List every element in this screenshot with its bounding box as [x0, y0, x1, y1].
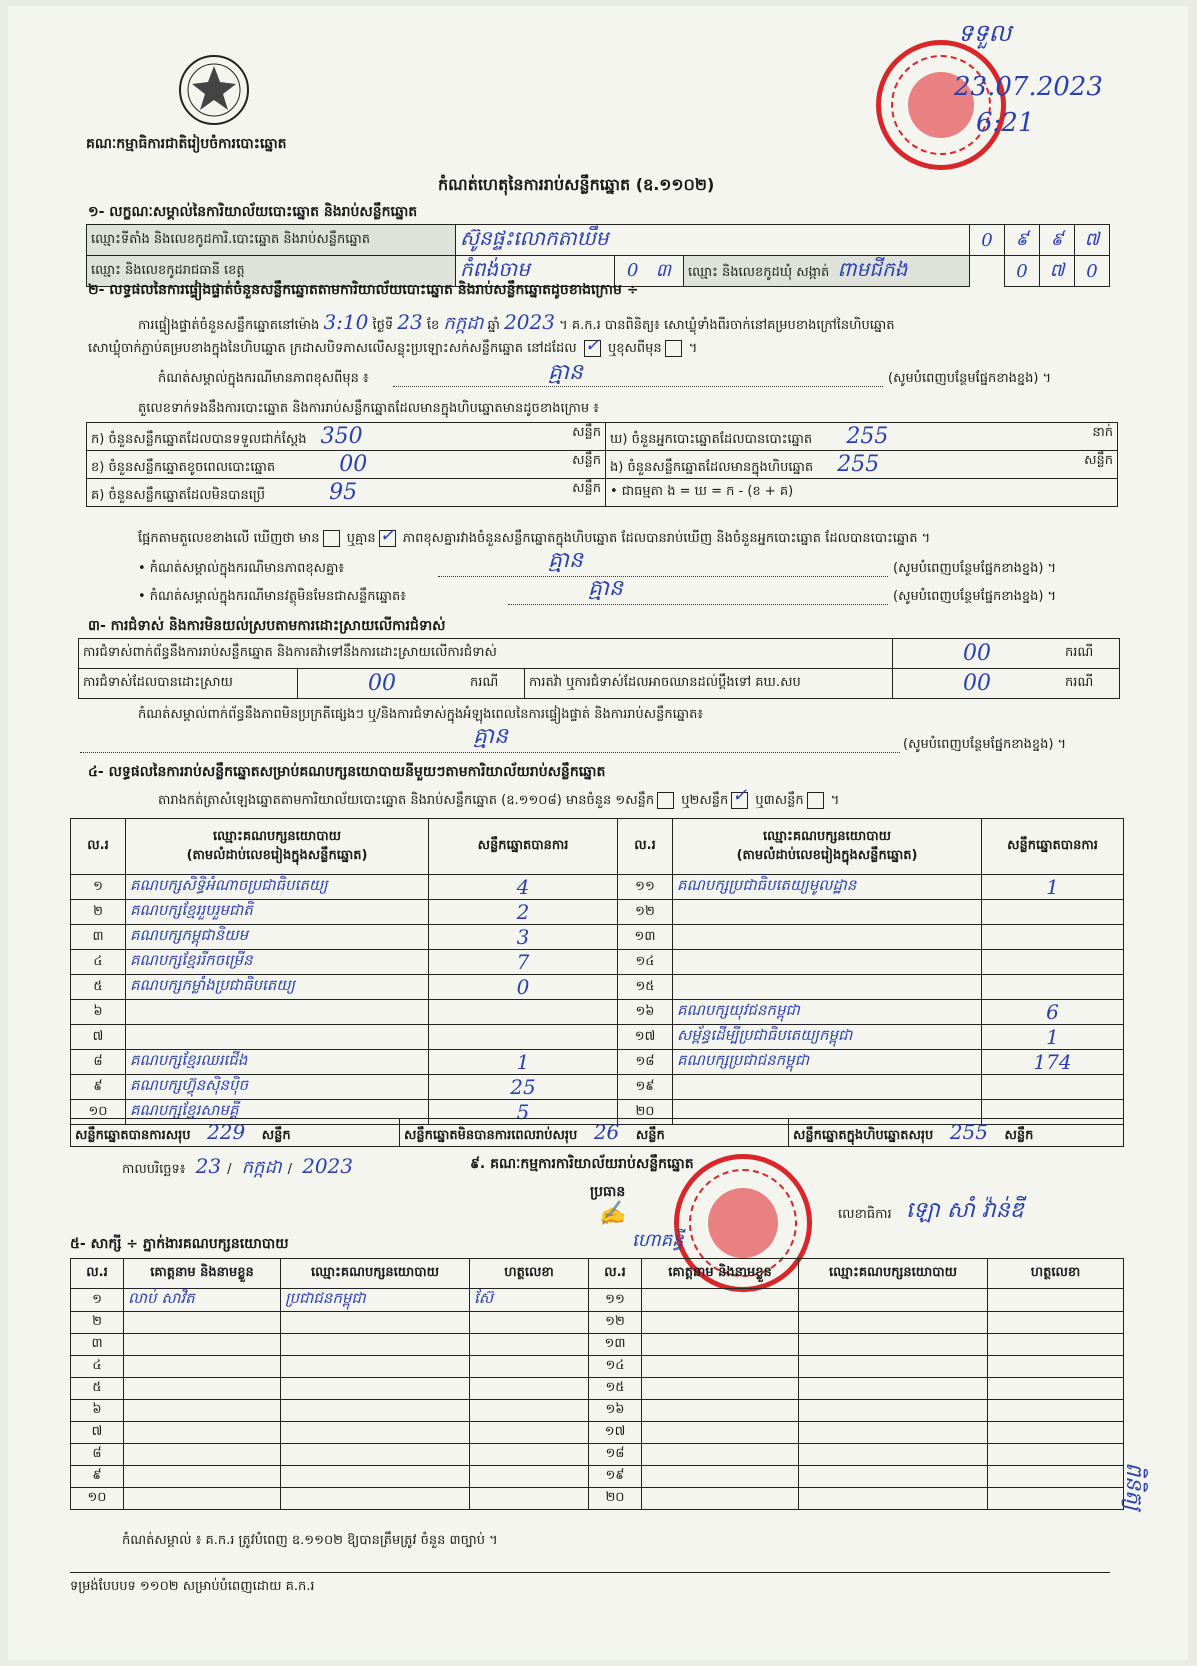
result-party-right: គណបក្សយុវជនកម្ពុជា	[673, 1000, 982, 1025]
witness-no-left: ១០	[71, 1488, 124, 1510]
section1-table	[86, 224, 1110, 287]
witness-party-left	[281, 1422, 470, 1444]
location-value: ស៊ូនផ្ទះលោកតាឃឹម	[456, 225, 970, 256]
witness-sig-left	[470, 1378, 589, 1400]
witness-sig-right	[988, 1334, 1124, 1356]
receipt-word: ទទួល	[958, 19, 1012, 47]
verify-day: 23	[397, 310, 423, 334]
has-diff-checkbox[interactable]	[323, 530, 340, 547]
objection-related-unit: ករណី	[1061, 639, 1120, 669]
commune-digit-2: ៧	[1040, 256, 1075, 287]
code-digit-3: ៩	[1040, 225, 1075, 256]
result-party-left: គណបក្សកម្ពុជានិយម	[126, 925, 429, 950]
witness-no-left: ៣	[71, 1334, 124, 1356]
receipt-time: 6:21	[976, 108, 1035, 138]
result-votes-left: 7	[429, 950, 618, 975]
result-no-right: ១៨	[618, 1050, 673, 1075]
witness-name-right	[642, 1488, 799, 1510]
result-votes-left: 0	[429, 975, 618, 1000]
w-col-name-right: គោត្តនាម និងនាមខ្លួន	[642, 1259, 799, 1289]
result-votes-right	[982, 975, 1124, 1000]
result-votes-left	[429, 1025, 618, 1050]
two-sheet-checkbox[interactable]: ✓	[731, 792, 748, 809]
witness-row	[71, 1312, 1124, 1334]
result-votes-right	[982, 950, 1124, 975]
box-total: 255	[949, 1119, 989, 1144]
col-votes-left: សន្លឹកឆ្នោតបានការ	[429, 819, 618, 875]
diff-bullet-1-hint: (សូមបំពេញបន្ថែមផ្នែកខាងខ្នង) ។	[893, 561, 1057, 576]
witness-no-left: ៦	[71, 1400, 124, 1422]
witness-party-right	[799, 1356, 988, 1378]
commune-digit-3: 0	[1075, 256, 1110, 287]
form-title: កំណត់ហេតុនៃការរាប់សន្លឹកឆ្នោត (ឧ.១១០២)	[438, 175, 715, 194]
one-sheet-checkbox[interactable]	[657, 792, 674, 809]
commune-label: ឈ្មោះ និងលេខកូដឃុំ សង្កាត់	[688, 265, 830, 280]
result-votes-left: 25	[429, 1075, 618, 1100]
diff-note-line	[393, 386, 883, 387]
col-no-left: ល.រ	[71, 819, 126, 875]
witness-row	[71, 1289, 1124, 1312]
section3-heading: ៣- ការជំទាស់ និងការមិនយល់ស្របតាមការដោះស្រាយលើការជំទាស់	[88, 618, 446, 634]
three-sheet-checkbox[interactable]	[807, 792, 824, 809]
result-votes-right: 1	[982, 875, 1124, 900]
witness-sig-left	[470, 1466, 589, 1488]
commune-cell	[684, 256, 970, 287]
result-row	[71, 900, 1124, 925]
results-summary	[70, 1118, 1124, 1147]
figure-row-a: ក) ចំនួនសន្លឹកឆ្នោតដែលបានទទួលជាក់ស្តែង 350 សន្លឹក	[87, 423, 606, 451]
witness-sig-right	[988, 1488, 1124, 1510]
witness-row	[71, 1488, 1124, 1510]
diff-note-value: គ្មាន	[548, 360, 583, 385]
result-party-left: គណបក្សខ្មែររួបរួមជាតិ	[126, 900, 429, 925]
witness-sig-left	[470, 1356, 589, 1378]
result-row	[71, 875, 1124, 900]
witness-name-right	[642, 1334, 799, 1356]
result-no-left: ២	[71, 900, 126, 925]
result-party-right: គណបក្សប្រជាធិបតេយ្យមូលដ្ឋាន	[673, 875, 982, 900]
box-total-cell: សន្លឹកឆ្នោតក្នុងហិបឆ្នោតសរុប 255 សន្លឹក	[789, 1119, 1124, 1147]
verification-paragraph: ការផ្ទៀងផ្ទាត់ចំនួនសន្លឹកឆ្នោតនៅម៉ោង 3:10 ថ្ងៃទី 23 ខែ កក្កដា ឆ្នាំ 2023 ។ គ.ក.រ បានពិនិត្យ៖ សោឃ្លុំទាំងពីរចាក់នៅគម្របខាងក្រៅនៃហិបឆ្នោត	[138, 310, 895, 334]
form-page	[8, 6, 1188, 1660]
witness-sig-left: ស៊ែ	[470, 1289, 589, 1312]
irregularity-note-hint: (សូមបំពេញបន្ថែមផ្នែកខាងខ្នង) ។	[903, 737, 1067, 752]
witness-no-left: ៨	[71, 1444, 124, 1466]
witness-sig-right	[988, 1378, 1124, 1400]
witness-sig-right	[988, 1312, 1124, 1334]
result-votes-left: 5	[429, 1100, 618, 1125]
result-votes-right: 1	[982, 1025, 1124, 1050]
witness-no-right: ១៦	[589, 1400, 642, 1422]
witness-name-left: លាប់ សាវិត	[124, 1289, 281, 1312]
verify-year: 2023	[504, 310, 555, 334]
result-party-left: គណបក្សខ្មែរសាមគ្គី	[126, 1100, 429, 1125]
witness-sig-left	[470, 1334, 589, 1356]
col-no-right: ល.រ	[618, 819, 673, 875]
results-table	[70, 818, 1124, 1125]
result-party-left: គណបក្សហ៊្វុនស៊ិនប៉ិច	[126, 1075, 429, 1100]
code-digit-4: ៧	[1075, 225, 1110, 256]
result-row	[71, 1000, 1124, 1025]
witness-sig-right	[988, 1400, 1124, 1422]
result-party-right	[673, 925, 982, 950]
witness-name-right	[642, 1312, 799, 1334]
witness-sig-left	[470, 1444, 589, 1466]
location-label: ឈ្មោះទីតាំង និងលេខកូដការិ.បោះឆ្នោត និងរាប់សន្លឹកឆ្នោត	[87, 225, 456, 256]
witness-name-left	[124, 1488, 281, 1510]
witness-no-right: ១៩	[589, 1466, 642, 1488]
witness-party-left	[281, 1444, 470, 1466]
province-digits: 0 ៣	[615, 256, 684, 287]
witness-sig-left	[470, 1488, 589, 1510]
w-col-no-left: ល.រ	[71, 1259, 124, 1289]
witness-name-left	[124, 1400, 281, 1422]
witness-name-right	[642, 1356, 799, 1378]
witness-party-left: ប្រជាជនកម្ពុជា	[281, 1289, 470, 1312]
secretary-label: លេខាធិការ	[838, 1207, 892, 1222]
result-party-left: គណបក្សសិទ្ធិអំណាចប្រជាធិបតេយ្យ	[126, 875, 429, 900]
witness-no-left: ៩	[71, 1466, 124, 1488]
witness-no-right: ២០	[589, 1488, 642, 1510]
witness-party-right	[799, 1312, 988, 1334]
witness-no-left: ៧	[71, 1422, 124, 1444]
col-party-right: ឈ្មោះគណបក្សនយោបាយ (តាមលំដាប់លេខរៀងក្នុងសន្លឹកឆ្នោត)	[673, 819, 982, 875]
objection-related-label: ការជំទាស់ពាក់ព័ន្ធនឹងការរាប់សន្លឹកឆ្នោត និងការតវ៉ាទៅនឹងការដោះស្រាយលើការជំទាស់	[79, 639, 893, 669]
diff-note-hint: (សូមបំពេញបន្ថែមផ្នែកខាងខ្នង) ។	[888, 371, 1052, 386]
witness-party-left	[281, 1378, 470, 1400]
figures-table	[86, 422, 1118, 507]
result-row	[71, 1050, 1124, 1075]
result-votes-right	[982, 900, 1124, 925]
figures-intro: តួលេខទាក់ទងនឹងការបោះឆ្នោត និងការរាប់សន្លឹកឆ្នោតដែលមានក្នុងហិបឆ្នោតមានដូចខាងក្រោម ៖	[138, 401, 599, 416]
figure-row-e: ង) ចំនួនសន្លឹកឆ្នោតដែលមានក្នុងហិបឆ្នោត 255 សន្លឹក	[606, 451, 1118, 479]
witness-party-left	[281, 1334, 470, 1356]
irregularity-note-value: គ្មាន	[473, 724, 508, 749]
commune-digit-1: 0	[1005, 256, 1040, 287]
witness-row	[71, 1422, 1124, 1444]
diff-statement: ផ្អែកតាមតួលេខខាងលើ ឃើញថា មាន ឬគ្មាន ✓ ភាពខុសគ្នារវាងចំនួនសន្លឹកឆ្នោតក្នុងហិបឆ្នោត ដែលបានរាប់ឃើញ និងចំនួនអ្នកបោះឆ្នោត ដែលបានបោះឆ្នោត ។	[138, 525, 931, 546]
witness-row	[71, 1466, 1124, 1488]
diff-bullet-2-hint: (សូមបំពេញបន្ថែមផ្នែកខាងខ្នង) ។	[893, 589, 1057, 604]
witness-row	[71, 1356, 1124, 1378]
different-checkbox[interactable]	[665, 340, 682, 357]
col-votes-right: សន្លឹកឆ្នោតបានការ	[982, 819, 1124, 875]
witness-no-left: ៤	[71, 1356, 124, 1378]
witness-party-right	[799, 1444, 988, 1466]
result-no-left: ៩	[71, 1075, 126, 1100]
witness-name-right	[642, 1422, 799, 1444]
witness-sig-right	[988, 1356, 1124, 1378]
witness-name-left	[124, 1422, 281, 1444]
w-col-name-left: គោត្តនាម និងនាមខ្លួន	[124, 1259, 281, 1289]
official-stamp-top	[876, 40, 1006, 170]
receipt-date: 23.07.2023	[954, 72, 1103, 102]
witness-no-left: ៥	[71, 1378, 124, 1400]
code-digit-2: ៩	[1005, 225, 1040, 256]
witness-no-right: ១៤	[589, 1356, 642, 1378]
result-votes-right	[982, 1075, 1124, 1100]
result-no-right: ១៣	[618, 925, 673, 950]
figure-row-b: ខ) ចំនួនសន្លឹកឆ្នោតខូចពេលបោះឆ្នោត 00 សន្លឹក	[87, 451, 606, 479]
chair-signature: ✍	[596, 1200, 628, 1229]
result-no-right: ១៥	[618, 975, 673, 1000]
witness-sig-left	[470, 1400, 589, 1422]
witness-no-left: ១	[71, 1289, 124, 1312]
witness-sig-right	[988, 1444, 1124, 1466]
objection-resolved-value: 00	[298, 669, 467, 699]
result-votes-right: 6	[982, 1000, 1124, 1025]
witness-sig-right	[988, 1422, 1124, 1444]
result-party-right: សម្ព័ន្ធដើម្បីប្រជាធិបតេយ្យកម្ពុជា	[673, 1025, 982, 1050]
footnote: កំណត់សម្គាល់ ៖ គ.ក.រ ត្រូវបំពេញ ឧ.១១០២ ឱ្យបានត្រឹមត្រូវ ចំនួន ៣ច្បាប់ ។	[122, 1533, 498, 1548]
sign-date: កាលបរិច្ឆេទ៖ 23 / កក្កដា / 2023	[122, 1154, 354, 1178]
witness-sig-right	[988, 1466, 1124, 1488]
invalid-total-cell: សន្លឹកឆ្នោតមិនបានការពេលរាប់សរុប 26 សន្លឹក	[400, 1119, 789, 1147]
witness-no-right: ១៧	[589, 1422, 642, 1444]
result-no-left: ៤	[71, 950, 126, 975]
section4-heading: ៤- លទ្ធផលនៃការរាប់សន្លឹកឆ្នោតសម្រាប់គណបក្សនយោបាយនីមួយៗតាមការិយាល័យរាប់សន្លឹកឆ្នោត	[88, 764, 606, 780]
witness-no-right: ១២	[589, 1312, 642, 1334]
diff-note-label: កំណត់សម្គាល់ក្នុងករណីមានភាពខុសពីមុន ៖	[158, 371, 369, 386]
result-no-left: ១០	[71, 1100, 126, 1125]
witness-name-left	[124, 1466, 281, 1488]
result-party-right	[673, 950, 982, 975]
figure-row-c: គ) ចំនួនសន្លឹកឆ្នោតដែលមិនបានប្រើ 95 សន្លឹក	[87, 479, 606, 507]
witness-party-right	[799, 1400, 988, 1422]
objection-related-value: 00	[893, 639, 1062, 669]
result-no-right: ១៦	[618, 1000, 673, 1025]
chair-label: ប្រធាន	[590, 1184, 626, 1200]
same-checkbox[interactable]: ✓	[584, 335, 600, 356]
commune-value: ពាមជីកង	[837, 257, 908, 281]
result-party-right	[673, 1075, 982, 1100]
objection-resolved-label: ការជំទាស់ដែលបានដោះស្រាយ	[79, 669, 298, 699]
witness-row	[71, 1378, 1124, 1400]
result-no-right: ១២	[618, 900, 673, 925]
witness-name-left	[124, 1312, 281, 1334]
objection-resolved-unit: ករណី	[466, 669, 525, 699]
witness-party-right	[799, 1422, 988, 1444]
witness-party-right	[799, 1466, 988, 1488]
result-no-right: ២០	[618, 1100, 673, 1125]
w-col-party-left: ឈ្មោះគណបក្សនយោបាយ	[281, 1259, 470, 1289]
witness-no-left: ២	[71, 1312, 124, 1334]
result-party-left	[126, 1025, 429, 1050]
witness-party-left	[281, 1312, 470, 1334]
margin-note: ពិនិត្យ	[1121, 1462, 1146, 1511]
section1-heading: ១- លក្ខណៈសម្គាល់នៃការិយាល័យបោះឆ្នោត និងរាប់សន្លឹកឆ្នោត	[88, 204, 418, 220]
result-row	[71, 925, 1124, 950]
w-col-party-right: ឈ្មោះគណបក្សនយោបាយ	[799, 1259, 988, 1289]
result-no-left: ៣	[71, 925, 126, 950]
result-no-left: ៧	[71, 1025, 126, 1050]
diff-bullet-1: • កំណត់សម្គាល់ក្នុងករណីមានភាពខុសគ្នា៖	[138, 561, 345, 576]
result-no-left: ៥	[71, 975, 126, 1000]
witness-table	[70, 1258, 1124, 1510]
w-col-sig-right: ហត្ថលេខា	[988, 1259, 1124, 1289]
witness-name-right	[642, 1466, 799, 1488]
witness-name-right	[642, 1289, 799, 1312]
witness-name-left	[124, 1378, 281, 1400]
witness-party-left	[281, 1356, 470, 1378]
valid-total-cell: សន្លឹកឆ្នោតបានការសរុប 229 សន្លឹក	[71, 1119, 400, 1147]
diff-bullet-2-value: គ្មាន	[588, 576, 623, 601]
province-value: កំពង់ចាម	[456, 256, 615, 287]
result-row	[71, 1075, 1124, 1100]
witness-party-right	[799, 1488, 988, 1510]
witness-no-right: ១៥	[589, 1378, 642, 1400]
result-no-left: ៨	[71, 1050, 126, 1075]
result-votes-right	[982, 925, 1124, 950]
witness-row	[71, 1334, 1124, 1356]
witness-no-right: ១១	[589, 1289, 642, 1312]
result-row	[71, 975, 1124, 1000]
objection-appeal-unit: ករណី	[1061, 669, 1120, 699]
verify-month: កក្កដា	[443, 313, 484, 334]
province-label: ឈ្មោះ និងលេខកូដរាជធានី ខេត្ត	[87, 256, 456, 287]
result-votes-left: 1	[429, 1050, 618, 1075]
verify-time: 3:10	[323, 310, 369, 334]
witness-party-left	[281, 1400, 470, 1422]
w-col-no-right: ល.រ	[589, 1259, 642, 1289]
witness-sig-right	[988, 1289, 1124, 1312]
valid-total: 229	[207, 1119, 246, 1144]
result-votes-left: 2	[429, 900, 618, 925]
witness-sig-left	[470, 1422, 589, 1444]
invalid-total: 26	[593, 1119, 620, 1144]
figure-row-d: ឃ) ចំនួនអ្នកបោះឆ្នោតដែលបានបោះឆ្នោត 255 នាក់	[606, 423, 1118, 451]
irregularity-note-label: កំណត់សម្គាល់ពាក់ព័ន្ធនឹងភាពមិនប្រក្រតីផ្សេងៗ ឬ/និងការជំទាស់ក្នុងអំឡុងពេលនៃការផ្ទៀងផ្ទាត់ និងការរាប់សន្លឹកឆ្នោត៖	[138, 707, 704, 722]
col-party-left: ឈ្មោះគណបក្សនយោបាយ (តាមលំដាប់លេខរៀងក្នុងសន្លឹកឆ្នោត)	[126, 819, 429, 875]
result-votes-left	[429, 1000, 618, 1025]
result-party-left: គណបក្សកម្លាំងប្រជាធិបតេយ្យ	[126, 975, 429, 1000]
section5-heading: ៥- សាក្សី ÷ ភ្នាក់ងារគណបក្សនយោបាយ	[70, 1236, 289, 1252]
result-party-left: គណបក្សខ្មែររីកចម្រើន	[126, 950, 429, 975]
w-col-sig-left: ហត្ថលេខា	[470, 1259, 589, 1289]
witness-party-left	[281, 1466, 470, 1488]
result-no-right: ១៧	[618, 1025, 673, 1050]
witness-name-left	[124, 1334, 281, 1356]
org-name: គណៈកម្មាធិការជាតិរៀបចំការបោះឆ្នោត	[86, 136, 287, 152]
result-party-right	[673, 900, 982, 925]
witness-name-left	[124, 1444, 281, 1466]
witness-party-right	[799, 1334, 988, 1356]
result-party-left	[126, 1000, 429, 1025]
witness-name-right	[642, 1400, 799, 1422]
committee-label: ៩. គណៈកម្មការការិយាល័យរាប់សន្លឹកឆ្នោត	[470, 1156, 694, 1172]
result-row	[71, 950, 1124, 975]
result-row	[71, 1025, 1124, 1050]
objection-appeal-label: ការតវ៉ា ឬការជំទាស់ដែលអាចឈានដល់ប្ដឹងទៅ គឃ.សប	[525, 669, 893, 699]
nec-emblem-icon	[176, 52, 252, 128]
result-party-right	[673, 975, 982, 1000]
tally-intro: តារាងកត់ត្រាសំឡេងឆ្នោតតាមការិយាល័យបោះឆ្នោត និងរាប់សន្លឹកឆ្នោត (ឧ.១១០៨) មានចំនួន ១សន្លឹក ឬ២សន្លឹក ✓ ឬ៣សន្លឹក ។	[158, 785, 840, 808]
secretary-name: ឡោ សាំ វ៉ាន់ឌី	[906, 1198, 1024, 1223]
result-votes-left: 4	[429, 875, 618, 900]
result-party-left: គណបក្សខ្មែរឈរជើង	[126, 1050, 429, 1075]
witness-party-right	[799, 1378, 988, 1400]
witness-party-right	[799, 1289, 988, 1312]
result-party-right: គណបក្សប្រជាជនកម្ពុជា	[673, 1050, 982, 1075]
witness-row	[71, 1400, 1124, 1422]
result-no-right: ១៩	[618, 1075, 673, 1100]
result-no-right: ១១	[618, 875, 673, 900]
section2-heading: ២- លទ្ធផលនៃការផ្ទៀងផ្ទាត់ចំនួនសន្លឹកឆ្នោតតាមការិយាល័យបោះឆ្នោត និងរាប់សន្លឹកឆ្នោតដូចខាងក្រោម ÷	[88, 282, 639, 298]
witness-sig-left	[470, 1312, 589, 1334]
witness-party-left	[281, 1488, 470, 1510]
witness-no-right: ១៨	[589, 1444, 642, 1466]
result-no-left: ៦	[71, 1000, 126, 1025]
witness-no-right: ១៣	[589, 1334, 642, 1356]
witness-name-right	[642, 1378, 799, 1400]
figure-formula: • ជាធម្មតា ង = ឃ = ក - (ខ + គ)	[606, 479, 1118, 507]
form-footer: ទម្រង់បែបបទ ១១០២ សម្រាប់បំពេញដោយ គ.ក.រ	[70, 1579, 315, 1594]
diff-bullet-1-value: គ្មាន	[548, 548, 583, 573]
diff-bullet-2: • កំណត់សម្គាល់ក្នុងករណីមានវត្ថុមិនមែនជាសន្លឹកឆ្នោត៖	[138, 589, 406, 604]
result-no-right: ១៤	[618, 950, 673, 975]
seal-paragraph: សោឃ្លុំចាក់ភ្ជាប់គម្របខាងក្នុងនៃហិបឆ្នោត ក្រដាសបិទភាសលើសន្លុះប្រឡោះសក់សន្លឹកឆ្នោត នៅដដែល ✓ ឬខុសពីមុន ។	[88, 335, 698, 356]
chair-name: ហោគន្ធី	[632, 1230, 684, 1251]
result-votes-left: 3	[429, 925, 618, 950]
result-no-left: ១	[71, 875, 126, 900]
witness-name-left	[124, 1356, 281, 1378]
no-diff-checkbox[interactable]: ✓	[379, 525, 395, 546]
result-votes-right: 174	[982, 1050, 1124, 1075]
objection-table	[78, 638, 1120, 699]
objection-appeal-value: 00	[893, 669, 1062, 699]
witness-row	[71, 1444, 1124, 1466]
witness-name-right	[642, 1444, 799, 1466]
code-digit-1: 0	[970, 225, 1005, 256]
